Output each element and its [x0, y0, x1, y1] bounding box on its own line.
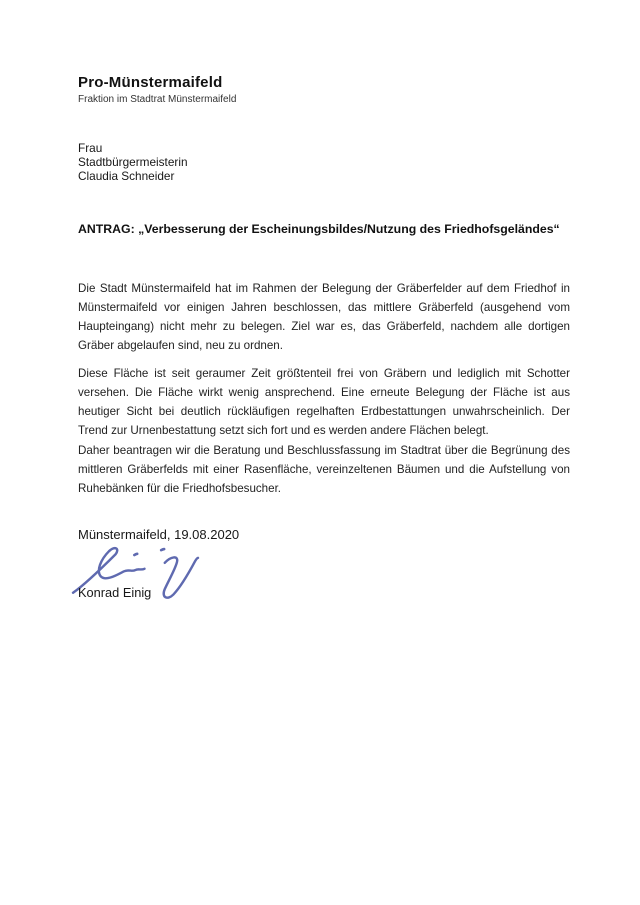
recipient-name: Claudia Schneider: [78, 168, 175, 183]
recipient-salutation: Frau: [78, 141, 103, 155]
signature-stroke-tail: [164, 557, 198, 597]
body-paragraph-3: [78, 441, 570, 498]
paragraph-line: Haupteingang) nicht mehr zu belegen. Ziel war es, das Gräberfeld, nachdem alle dortigen: [78, 320, 570, 333]
recipient-address: [78, 142, 188, 183]
paragraph-line: mittleren Gräberfelds mit einer Rasenfläche, vereinzeltenen Bäumen und die Aufstellung von: [78, 463, 570, 476]
body-paragraph-2: [78, 364, 570, 440]
paragraph-line: Gräber abgelaufen sind, neu zu ordnen.: [78, 339, 283, 352]
paragraph-line: heutiger Sicht bei deutlich rückläufigen regelhaften Erdbestattungen unwahrscheinlich. Der: [78, 405, 570, 418]
signer-name: Konrad Einig: [78, 585, 152, 600]
org-name: Pro-Münstermaifeld: [78, 74, 223, 91]
body-paragraph-1: [78, 279, 570, 355]
date-line: Münstermaifeld, 19.08.2020: [78, 527, 240, 542]
recipient-title: Stadtbürgermeisterin: [78, 154, 188, 169]
signature-i-dot-2: [161, 549, 164, 550]
paragraph-line: Trend zur Urnenbestattung setzt sich fort und es werden andere Flächen belegt.: [78, 424, 489, 437]
paragraph-line: versehen. Die Fläche wirkt wenig ansprechend. Eine erneute Belegung der Fläche ist aus: [78, 386, 570, 399]
paragraph-line: Daher beantragen wir die Beratung und Beschlussfassung im Stadtrat über die Begrünung des: [78, 444, 570, 457]
org-subtitle: Fraktion im Stadtrat Münstermaifeld: [78, 94, 237, 105]
signature-i-dot-1: [134, 554, 137, 555]
paragraph-line: Münstermaifeld vor einigen Jahren beschlossen, das mittlere Gräberfeld (ausgehend vom: [78, 301, 570, 314]
paragraph-line: Diese Fläche ist seit geraumer Zeit größtenteil frei von Gräbern und lediglich mit Schotter: [78, 367, 570, 380]
subject-line: ANTRAG: „Verbesserung der Escheinungsbildes/Nutzung des Friedhofsgeländes“: [78, 222, 560, 236]
paragraph-line: Die Stadt Münstermaifeld hat im Rahmen der Belegung der Gräberfelder auf dem Friedhof in: [78, 282, 570, 295]
paragraph-line: Ruhebänken für die Friedhofsbesucher.: [78, 482, 282, 495]
